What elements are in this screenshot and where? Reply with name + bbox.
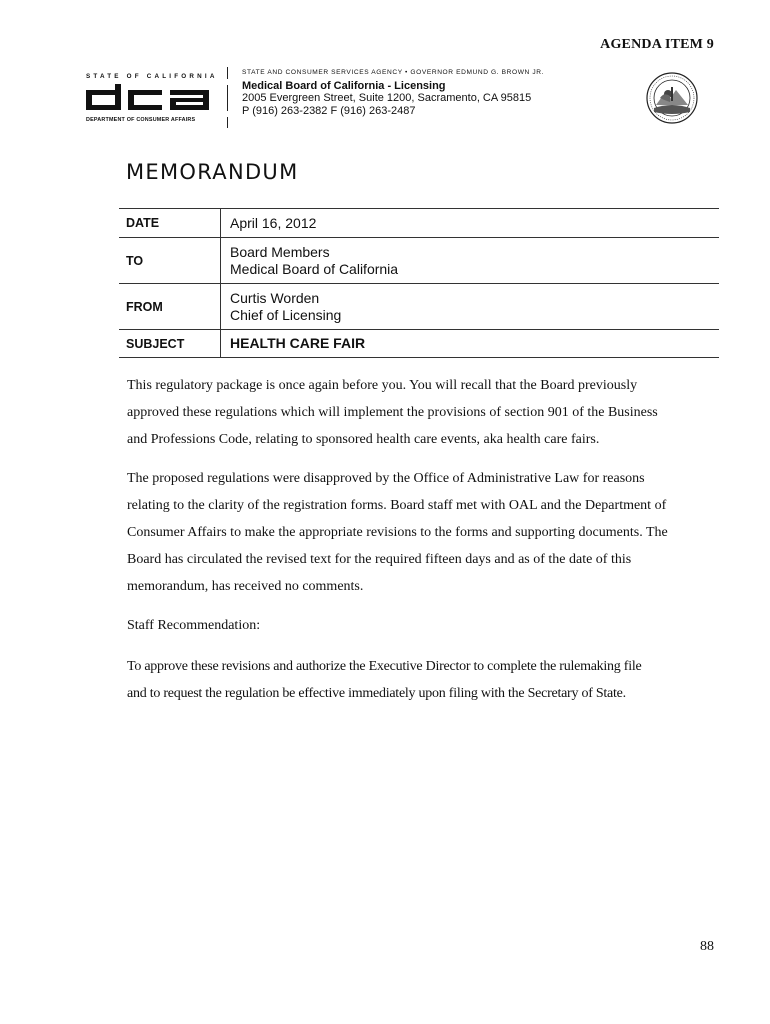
paragraph-line: and Professions Code, relating to sponsored health care events, aka health care fairs. xyxy=(127,432,600,447)
page-number: 88 xyxy=(700,939,714,954)
date-value: April 16, 2012 xyxy=(221,209,720,238)
paragraph-line: This regulatory package is once again before you. You will recall that the Board previously xyxy=(127,378,638,393)
to-value xyxy=(221,238,720,284)
memo-body xyxy=(127,372,727,719)
paragraph-line: memorandum, has received no comments. xyxy=(127,579,364,594)
letterhead-divider xyxy=(227,67,228,128)
memo-header-table xyxy=(119,208,719,358)
to-row xyxy=(119,238,719,284)
memorandum-title: MEMORANDUM xyxy=(126,160,299,184)
agenda-item-label: AGENDA ITEM 9 xyxy=(600,37,714,52)
from-name: Curtis Worden xyxy=(230,289,320,306)
paragraph-line: To approve these revisions and authorize the Executive Director to complete the rulemaking file xyxy=(127,659,642,674)
department-name: DEPARTMENT OF CONSUMER AFFAIRS xyxy=(86,117,196,123)
board-address: 2005 Evergreen Street, Suite 1200, Sacramento, CA 95815 xyxy=(242,92,532,104)
subject-row xyxy=(119,330,719,358)
from-title: Chief of Licensing xyxy=(230,306,342,323)
from-row xyxy=(119,284,719,330)
to-label: TO xyxy=(119,238,221,284)
date-label: DATE xyxy=(119,209,221,238)
state-of-california-text: STATE OF CALIFORNIA xyxy=(86,73,218,80)
paragraph-line: Consumer Affairs to make the appropriate revisions to the forms and supporting documents. The xyxy=(127,525,668,540)
paragraph-line: relating to the clarity of the registration forms. Board staff met with OAL and the Department of xyxy=(127,498,667,513)
from-label: FROM xyxy=(119,284,221,330)
from-value xyxy=(221,284,720,330)
date-row xyxy=(119,209,719,238)
staff-recommendation-text xyxy=(127,653,727,707)
subject-label: SUBJECT xyxy=(119,330,221,358)
paragraph-1 xyxy=(127,372,727,453)
board-name: Medical Board of California - Licensing xyxy=(242,80,446,92)
board-phone-fax: P (916) 263-2382 F (916) 263-2487 xyxy=(242,105,416,117)
subject-value: HEALTH CARE FAIR xyxy=(221,330,720,358)
state-seal-icon xyxy=(646,72,698,124)
to-recipient: Board Members xyxy=(230,243,330,260)
paragraph-line: and to request the regulation be effective immediately upon filing with the Secretary of State. xyxy=(127,686,626,701)
paragraph-line: Board has circulated the revised text for the required fifteen days and as of the date of this xyxy=(127,552,632,567)
agency-info xyxy=(242,69,544,118)
paragraph-line: The proposed regulations were disapproved by the Office of Administrative Law for reasons xyxy=(127,471,645,486)
paragraph-2 xyxy=(127,465,727,600)
paragraph-line: approved these regulations which will implement the provisions of section 901 of the Business xyxy=(127,405,658,420)
staff-recommendation-label: Staff Recommendation: xyxy=(127,618,261,633)
dca-logo-icon xyxy=(86,84,212,114)
dca-letterhead-logo xyxy=(86,73,216,123)
to-organization: Medical Board of California xyxy=(230,260,399,277)
agency-governor-line: STATE AND CONSUMER SERVICES AGENCY • GOVERNOR EDMUND G. BROWN JR. xyxy=(242,69,545,76)
